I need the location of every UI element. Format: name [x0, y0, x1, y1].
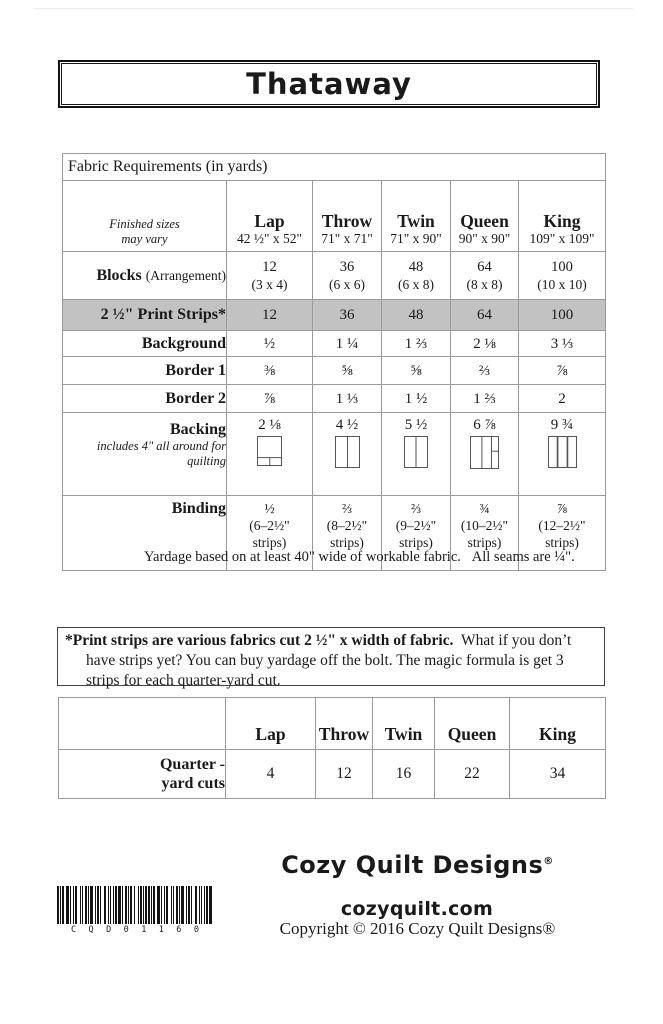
- row-border2: Border 2 ⅞ 1 ⅓ 1 ½ 1 ⅔ 2: [63, 385, 606, 413]
- row-label-blocks: Blocks (Arrangement): [63, 252, 227, 300]
- fabric-requirements-table: [62, 153, 606, 571]
- brand-logo: Cozy Quilt Designs®: [281, 851, 554, 879]
- row-label-background: Background: [63, 331, 227, 357]
- trim-line: [33, 8, 633, 9]
- row-label-binding: Binding: [63, 496, 227, 571]
- print-strips-queen: 64: [451, 300, 519, 331]
- yardage-footnote: Yardage based on at least 40" wide of workable fabric. All seams are ¼".: [144, 549, 575, 565]
- row-label-quarter-yard-cuts: Quarter - yard cuts: [59, 750, 226, 799]
- cuts-header-twin: Twin: [373, 698, 435, 750]
- blocks-lap: 12 (3 x 4): [227, 252, 313, 300]
- cuts-header-king: King: [510, 698, 606, 750]
- backing-diagram-queen: [451, 436, 518, 474]
- note-regular-text: What if you don’t have strips yet? You can buy yardage off the bolt. The magic formula is get 3 strips for each quarter-yard cut.: [86, 632, 572, 689]
- registered-mark: ®: [543, 856, 554, 867]
- print-strips-lap: 12: [227, 300, 313, 331]
- page-title: Thataway: [246, 67, 412, 101]
- row-label-border2: Border 2: [63, 385, 227, 413]
- barcode-bars: [57, 886, 213, 924]
- fabric-table-title: Fabric Requirements (in yards): [63, 154, 606, 181]
- blocks-queen: 64 (8 x 8): [451, 252, 519, 300]
- column-header-lap: Lap 42 ½" x 52": [227, 181, 313, 252]
- row-label-print-strips: 2 ½" Print Strips*: [63, 300, 227, 331]
- row-background: Background ½ 1 ¼ 1 ⅔ 2 ⅛ 3 ⅓: [63, 331, 606, 357]
- column-header-throw: Throw 71" x 71": [313, 181, 382, 252]
- row-label-border1: Border 1: [63, 357, 227, 385]
- print-strips-throw: 36: [313, 300, 382, 331]
- note-bold-text: *Print strips are various fabrics cut 2 ½" x width of fabric.: [65, 632, 458, 649]
- cuts-header-lap: Lap: [226, 698, 316, 750]
- cuts-header-throw: Throw: [316, 698, 373, 750]
- row-quarter-yard-cuts: Quarter - yard cuts 4 12 16 22 34: [59, 750, 606, 799]
- website-url: cozyquilt.com: [340, 898, 494, 920]
- print-strips-note-box: [57, 627, 605, 689]
- row-border1: Border 1 ⅜ ⅝ ⅝ ⅔ ⅞: [63, 357, 606, 385]
- blocks-king: 100 (10 x 10): [519, 252, 606, 300]
- backing-diagram-lap: [227, 436, 312, 471]
- column-header-twin: Twin 71" x 90": [382, 181, 451, 252]
- row-print-strips-highlighted: [63, 300, 606, 331]
- row-backing: Backing includes 4" all around for quilting 2 ⅛ 4 ½ 5 ½ 6 ⅞ 9 ¾: [63, 413, 606, 496]
- print-strips-king: 100: [519, 300, 606, 331]
- copyright-line: Copyright © 2016 Cozy Quilt Designs®: [279, 919, 556, 938]
- row-binding: Binding ½ (6–2½" strips) ⅔ (8–2½" strips) ⅔ (9–2½" strips) ¾ (10–2½" strips) ⅞ (12–2½" strips): [63, 496, 606, 571]
- row-blocks: [63, 252, 606, 300]
- title-box: [58, 60, 600, 108]
- blocks-throw: 36 (6 x 6): [313, 252, 382, 300]
- barcode: [57, 886, 213, 935]
- cuts-empty-corner: [59, 698, 226, 750]
- backing-diagram-twin: [382, 436, 450, 473]
- column-header-queen: Queen 90" x 90": [451, 181, 519, 252]
- cuts-header-queen: Queen: [435, 698, 510, 750]
- backing-diagram-king: [519, 436, 605, 473]
- column-header-king: King 109" x 109": [519, 181, 606, 252]
- corner-note: Finished sizes may vary: [63, 181, 227, 252]
- backing-diagram-throw: [313, 436, 381, 473]
- barcode-text: C Q D 0 1 1 6 0: [71, 925, 199, 935]
- blocks-twin: 48 (6 x 8): [382, 252, 451, 300]
- title-box-inner-border: [61, 63, 597, 105]
- print-strips-twin: 48: [382, 300, 451, 331]
- row-label-backing: Backing includes 4" all around for quilting: [63, 413, 227, 496]
- quarter-yard-cuts-table: [58, 697, 606, 799]
